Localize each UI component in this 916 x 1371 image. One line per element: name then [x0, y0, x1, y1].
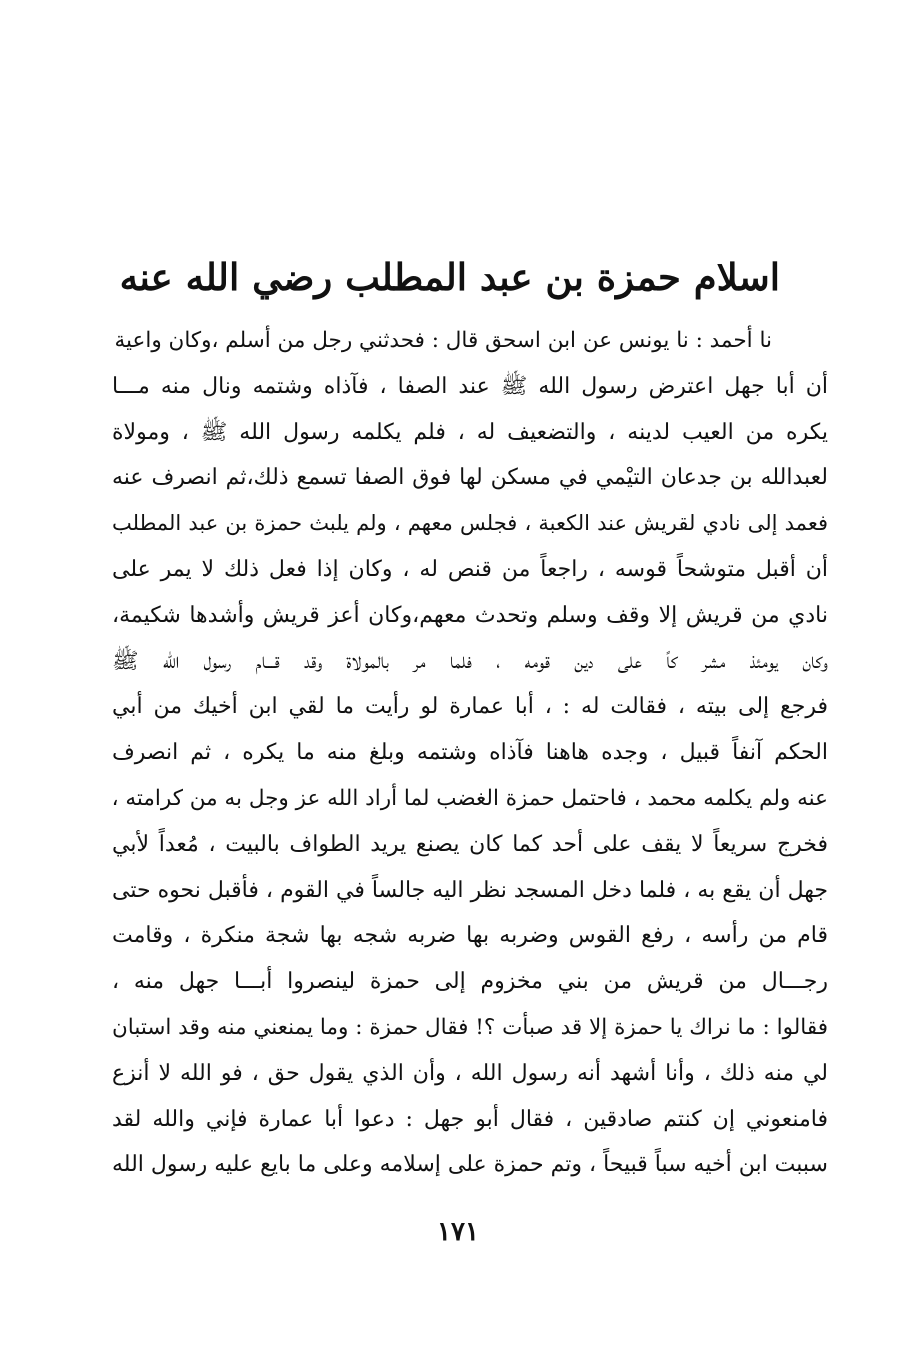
- text-line: وكان يومئذ مشر كاً على دين قومه ، فلما مر بالمولاة وقد قـــام رسول الله ﷺ: [112, 648, 828, 674]
- text-line: نا أحمد : نا يونس عن ابن اسحق قال : فحدثني رجل من أسلم ،وكان واعية: [114, 328, 772, 353]
- text-line: نادي من قريش إلا وقف وسلم وتحدث معهم،وكان أعز قريش وأشدها شكيمة،: [112, 602, 828, 628]
- text-line: لي منه ذلك ، وأنا أشهد أنه رسول الله ، وأن الذي يقول حق ، فو الله لا أنزع: [112, 1060, 828, 1086]
- text-line: سببت ابن أخيه سباً قبيحاً ، وتم حمزة على إسلامه وعلى ما بايع عليه رسول الله: [112, 1152, 828, 1178]
- text-line: جهل أن يقع به ، فلما دخل المسجد نظر اليه جالساً في القوم ، فأقبل نحوه حتى: [112, 877, 828, 903]
- text-line: فرجع إلى بيته ، فقالت له : ، أبا عمارة لو رأيت ما لقي ابن أخيك من أبي: [112, 694, 828, 720]
- text-line: فقالوا : ما نراك يا حمزة إلا قد صبأت ؟! فقال حمزة : وما يمنعني منه وقد استبان: [112, 1014, 828, 1040]
- text-line: عنه ولم يكلمه محمد ، فاحتمل حمزة الغضب لما أراد الله عز وجل به من كرامته ،: [112, 785, 828, 811]
- text-line: فامنعوني إن كنتم صادقين ، فقال أبو جهل : دعوا أبا عمارة فإني والله لقد: [112, 1106, 828, 1132]
- text-line: يكره من العيب لدينه ، والتضعيف له ، فلم يكلمه رسول الله ﷺ ، ومولاة: [112, 419, 828, 445]
- text-line: فعمد إلى نادي لقريش عند الكعبة ، فجلس معهم ، ولم يلبث حمزة بن عبد المطلب: [112, 511, 828, 536]
- page-number: ١٧١: [437, 1217, 479, 1247]
- text-line: أن أبا جهل اعترض رسول الله ﷺ عند الصفا ، فآذاه وشتمه ونال منه مـــا: [112, 373, 828, 399]
- text-line: الحكم آنفاً قبيل ، وجده هاهنا فآذاه وشتمه وبلغ منه ما يكره ، ثم انصرف: [112, 740, 828, 766]
- text-line: أن أقبل متوشحاً قوسه ، راجعاً من قنص له ، وكان إذا فعل ذلك لا يمر على: [112, 556, 828, 582]
- text-line: لعبدالله بن جدعان التيْمي في مسكن لها فوق الصفا تسمع ذلك،ثم انصرف عنه: [112, 465, 828, 491]
- text-line: فخرج سريعاً لا يقف على أحد كما كان يصنع يريد الطواف بالبيت ، مُعداً لأبي: [112, 831, 828, 857]
- body-text: [112, 318, 828, 1188]
- text-line: قام من رأسه ، رفع القوس وضربه بها ضربه شجه بها شجة منكرة ، وقامت: [112, 923, 828, 949]
- chapter-title: اسلام حمزة بن عبد المطلب رضي الله عنه: [119, 254, 780, 299]
- text-line: رجـــال من قريش من بني مخزوم إلى حمزة لينصروا أبـــا جهل منه ،: [112, 969, 828, 995]
